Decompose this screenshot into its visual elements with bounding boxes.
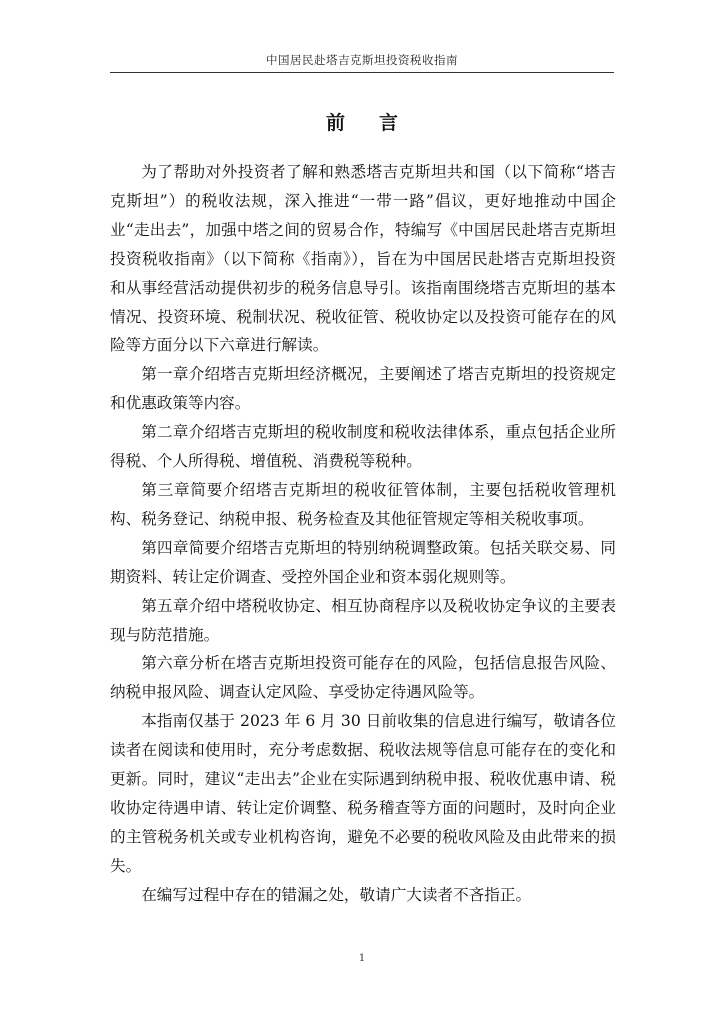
header-rule (110, 72, 614, 73)
paragraph-chapter-4: 第四章简要介绍塔吉克斯坦的特别纳税调整政策。包括关联交易、同期资料、转让定价调查、受控外国企业和资本弱化规则等。 (110, 538, 616, 586)
preface-body (110, 158, 616, 910)
page-number: 1 (358, 953, 366, 964)
paragraph-disclaimer: 本指南仅基于 2023 年 6 月 30 日前收集的信息进行编写，敬请各位读者在阅读和使用时，充分考虑数据、税收法规等信息可能存在的变化和更新。同时，建议“走出去”企业在实际遇到纳税申报、税收优惠申请、税收协定待遇申请、转让定价调整、税务稽查等方面的问题时，及时向企业的主管税务机关或专业机构咨询，避免不必要的税收风险及由此带来的损失。 (110, 712, 616, 875)
running-header: 中国居民赴塔吉克斯坦投资税收指南 (266, 53, 458, 67)
paragraph-chapter-6: 第六章分析在塔吉克斯坦投资可能存在的风险，包括信息报告风险、纳税申报风险、调查认定风险、享受协定待遇风险等。 (110, 654, 616, 702)
paragraph-closing: 在编写过程中存在的错漏之处，敬请广大读者不吝指正。 (141, 885, 532, 904)
page-title: 前言 (325, 112, 432, 134)
paragraph-chapter-2: 第二章介绍塔吉克斯坦的税收制度和税收法律体系，重点包括企业所得税、个人所得税、增值税、消费税等税种。 (110, 423, 616, 471)
paragraph-intro: 为了帮助对外投资者了解和熟悉塔吉克斯坦共和国（以下简称“塔吉克斯坦”）的税收法规，深入推进“一带一路”倡议，更好地推动中国企业“走出去”，加强中塔之间的贸易合作，特编写《中国居民赴塔吉克斯坦投资税收指南》（以下简称《指南》），旨在为中国居民赴塔吉克斯坦投资和从事经营活动提供初步的税务信息导引。该指南围绕塔吉克斯坦的基本情况、投资环境、税制状况、税收征管、税收协定以及投资可能存在的风险等方面分以下六章进行解读。 (110, 163, 616, 355)
paragraph-chapter-5: 第五章介绍中塔税收协定、相互协商程序以及税收协定争议的主要表现与防范措施。 (110, 596, 616, 644)
paragraph-chapter-3: 第三章简要介绍塔吉克斯坦的税收征管体制，主要包括税收管理机构、税务登记、纳税申报、税务检查及其他征管规定等相关税收事项。 (110, 480, 616, 528)
paragraph-chapter-1: 第一章介绍塔吉克斯坦经济概况，主要阐述了塔吉克斯坦的投资规定和优惠政策等内容。 (110, 365, 616, 413)
